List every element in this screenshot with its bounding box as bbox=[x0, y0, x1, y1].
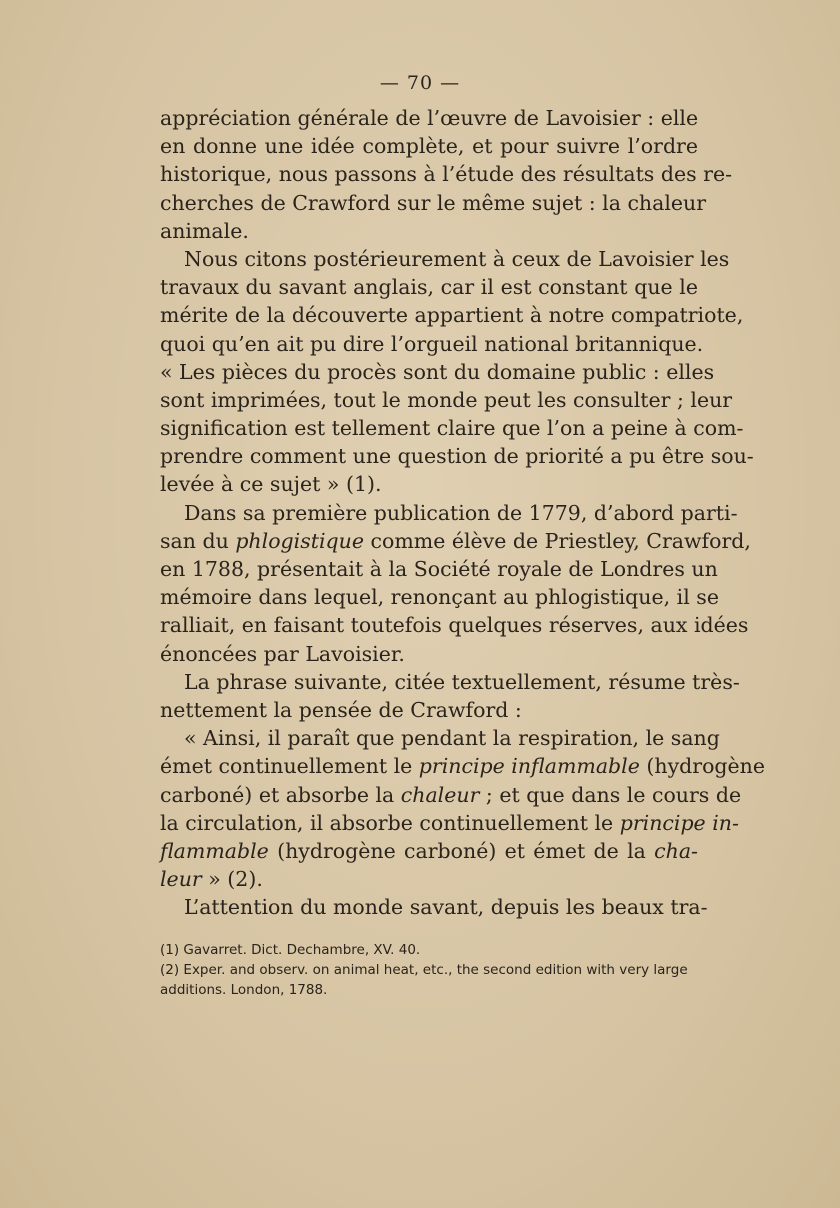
text-line: mémoire dans lequel, renonçant au phlogistique, il se bbox=[160, 585, 719, 610]
text-line: Dans sa première publication de 1779, d’abord parti- bbox=[184, 500, 738, 525]
text-line: nettement la pensée de Crawford : bbox=[160, 697, 522, 722]
text-line: prendre comment une question de priorité a pu être sou- bbox=[160, 444, 754, 469]
text-line: en 1788, présentait à la Société royale de Londres un bbox=[160, 557, 718, 581]
text-line: appréciation générale de l’œuvre de Lavoisier : elle bbox=[160, 106, 699, 130]
text-line: Nous citons postérieurement à ceux de Lavoisier les bbox=[184, 246, 730, 271]
text-line: san du phlogistique comme élève de Priestley, Crawford, bbox=[160, 528, 751, 553]
text-line: « Ainsi, il paraît que pendant la respiration, le sang bbox=[184, 726, 720, 751]
text-line: énoncées par Lavoisier. bbox=[160, 641, 405, 666]
text-line: quoi qu’en ait pu dire l’orgueil national britannique. bbox=[160, 331, 704, 356]
text-line: « Les pièces du procès sont du domaine public : elles bbox=[160, 359, 715, 384]
footnote-2: (2) Exper. and observ. on animal heat, etc., the second edition with very large bbox=[160, 962, 688, 978]
page-number: — 70 — bbox=[379, 72, 461, 94]
text-line: ralliait, en faisant toutefois quelques réserves, aux idées bbox=[160, 613, 749, 638]
footnote-1: (1) Gavarret. Dict. Dechambre, XV. 40. bbox=[160, 942, 421, 958]
text-line: L’attention du monde savant, depuis les beaux tra- bbox=[184, 895, 708, 920]
body-text bbox=[160, 104, 766, 921]
text-line: La phrase suivante, citée textuellement, résume très- bbox=[184, 669, 740, 694]
text-line: mérite de la découverte appartient à notre compatriote, bbox=[160, 303, 744, 328]
text-line: leur » (2). bbox=[160, 867, 263, 892]
text-line: signification est tellement claire que l’on a peine à com- bbox=[160, 416, 744, 441]
text-line: sont imprimées, tout le monde peut les consulter ; leur bbox=[160, 387, 733, 412]
text-line: carboné) et absorbe la chaleur ; et que dans le cours de bbox=[160, 782, 742, 807]
text-line: la circulation, il absorbe continuellement le principe in- bbox=[160, 810, 739, 835]
text-line: flammable (hydrogène carboné) et émet de la cha- bbox=[160, 838, 698, 863]
text-line: animale. bbox=[160, 218, 249, 243]
footnotes bbox=[160, 940, 700, 1000]
text-line: émet continuellement le principe inflammable (hydrogène bbox=[160, 754, 766, 779]
text-line: en donne une idée complète, et pour suivre l’ordre bbox=[160, 134, 698, 159]
text-line: historique, nous passons à l’étude des résultats des re- bbox=[160, 162, 732, 187]
text-line: levée à ce sujet » (1). bbox=[160, 472, 382, 497]
text-line: travaux du savant anglais, car il est constant que le bbox=[160, 275, 698, 300]
footnote-2-continued: additions. London, 1788. bbox=[160, 982, 328, 998]
text-line: cherches de Crawford sur le même sujet : la chaleur bbox=[160, 190, 707, 215]
